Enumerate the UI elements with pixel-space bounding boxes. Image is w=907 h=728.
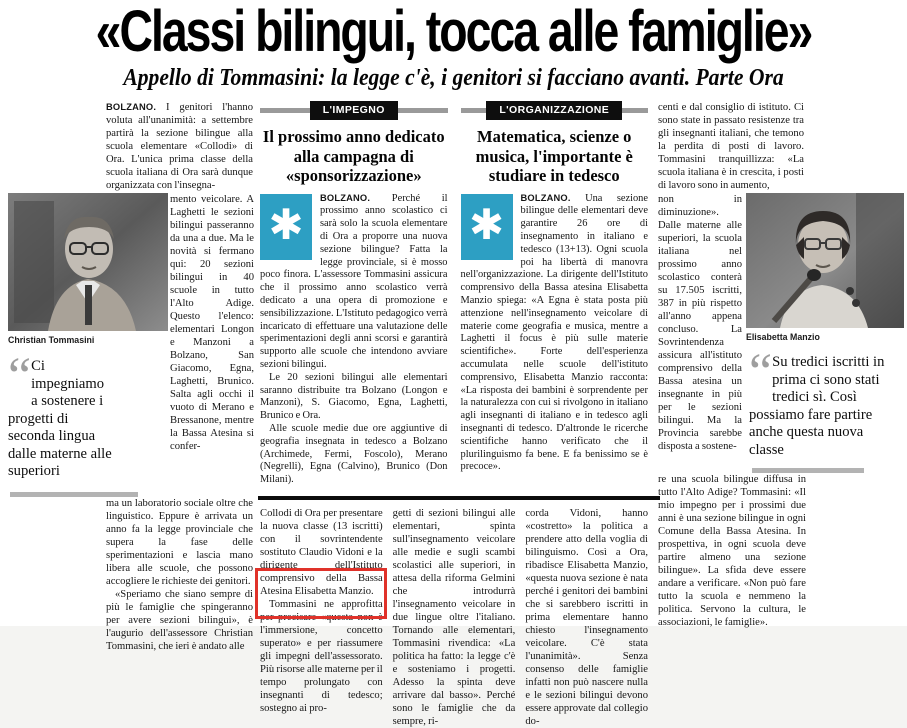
right-pull-quote-text: Su tredici iscritti in prima ci sono stati tredici sì. Così possiamo fare partire anche questa nuova classe: [749, 354, 885, 458]
left-photo-row: [2, 193, 254, 497]
left-divider-bar: [10, 492, 138, 497]
sidebar-boxes: [260, 101, 648, 487]
left-rail: [2, 193, 170, 497]
elisabetta-manzio-photo: [746, 193, 904, 328]
header-rule: [398, 108, 448, 113]
paragraph: «Speriamo che siano sempre di più le famiglie che spingeranno per avere sezioni bilingui», è l'augurio dell'assessore Christian Tommasini, che ieri è andato alle: [106, 588, 253, 652]
paragraph: Una sezione bilingue delle elementari deve garantire 26 ore di insegnamento in italiano e tedesco (13+13). Ogni scuola poi ha libertà di manovra nell'organizzazione. La dirigente dell'Istituto comprensivo della Bassa atesina Elisabetta Manzio spiega: «A Egna è stata posta più attenzione nell'insegnamento veicolare di materie come geografia e musica, mentre a Laghetti il focus è più sulle materie scientifiche». Forte dell'esperienza accumulata nelle scuole dell'istituto comprensivo, Elisabetta Manzio racconta: «La risposta dei bambini è sorprendente per la naturalezza con cui si rivolgono in italiano agli insegnanti di italiano e in tedesco agli insegnanti di tedesco. D'altronde le ricerche scientifiche hanno verificato che il plurilinguismo fa bene. E fa benissimo se è precoce».: [460, 192, 648, 473]
box-organizzazione: [461, 101, 649, 487]
paragraph: Perché il prossimo anno scolastico ci sarà solo la scuola elementare di Ora a proporre una nuova sezione bilingue? Fatta la legge provinciale, si è mosso poco finora. L'assessore Tommasini assicura che il prossimo anno scolastico verrà dedicato a una opera di promozione e sensibilizzazione. L'Istituto pedagogico verrà incaricato di effettuare una valutazione delle sperimentazioni degli anni scorsi e garantirà supporto alle scuole che intendono avviare sezioni bilingui.: [260, 192, 448, 371]
article-headline: «Classi bilingui, tocca alle famiglie»: [95, 0, 812, 64]
box-organizzazione-header: [461, 101, 649, 120]
paragraph: Alle scuole medie due ore aggiuntive di geografia insegnata in tedesco a Bolzano (Archimede, Fermi, Foscolo), Merano (Negrelli), Egna (Calvino), Brunico (Don Milani).: [260, 423, 448, 486]
article-subheadline: Appello di Tommasini: la legge c'è, i genitori si facciano avanti. Parte Ora: [123, 65, 784, 92]
middle-region: [254, 101, 655, 728]
paragraph: centi e dal consiglio di istituto. Ci sono state in passato resistenze tra gli insegnanti italiani, che temono la perdita di posti di lavoro. Tommasini tranquillizza: «La scuola italiana è in crescita, i posti di lavoro sono in aumento,: [658, 102, 804, 192]
paragraph: ma un laboratorio sociale oltre che linguistico. Eppure è arrivata un anno fa la legge provinciale che supera la fase delle sperimentazioni e lascia mano libera alle scuole, che possono accogliere le richieste dei genitori.: [106, 497, 253, 587]
bottom-column-1: [260, 507, 383, 728]
paragraph: corda Vidoni, hanno «costretto» la politica a prendere atto della voglia di bilinguismo. Così a Ora, ribadisce Elisabetta Manzio, «questa nuova sezione è nata perché i genitori dei bambini che si sarebbero iscritti in prima elementare hanno chiesto l'insegnamento veicolare. C'è stata l'unanimità». Senza consenso delle famiglie infatti non può nascere nulla e le sezioni bilingui devono essere approvate dal collegio do-: [525, 507, 649, 727]
quote-icon: “: [749, 344, 769, 402]
wrap-paragraph: [170, 193, 254, 497]
quote-icon: “: [8, 348, 28, 406]
dateline: BOLZANO.: [520, 192, 571, 203]
article-body: [0, 101, 907, 728]
christian-tommasini-photo: [8, 193, 168, 331]
right-paragraph: [658, 101, 804, 192]
asterisk-icon: ✱: [268, 199, 304, 249]
header-rule: [260, 108, 310, 113]
asterisk-icon: ✱: [468, 199, 505, 249]
left-pull-quote: [8, 348, 114, 481]
left-region: [2, 101, 254, 728]
paragraph: Le 20 sezioni bilingui alle elementari saranno distribuite tra Bolzano (Longon e Manzoni), S. Giacomo, Egna, Laghetti, Brunico e Ora.: [260, 371, 448, 422]
box-impegno-title: Il prossimo anno dedicato alla campagna di «sponsorizzazione»: [262, 127, 445, 186]
box-organizzazione-label: L'ORGANIZZAZIONE: [486, 101, 622, 120]
paragraph: Collodi di Ora per presentare la nuova classe (13 iscritti) con il sovrintendente sostituto Claudio Vidoni e la dirigente dell'Istituto comprensivo della Bassa Atesina Elisabetta Manzio.: [260, 507, 383, 597]
right-photo-row: [658, 193, 905, 473]
paragraph: re una scuola bilingue diffusa in tutto l'Alto Adige? Tommasini: «Il mio impegno per i prossimi due anni è una sezione bilingue in ogni Comune della Bassa Atesina. In prospettiva, in ogni scuola deve partire almeno una sezione bilingue». La sfida deve essere andare a verificare. «Non può fare tutto la scuola e nemmeno la politica. Servono la cultura, le associazioni, le famiglie».: [658, 474, 806, 629]
bottom-column-3: [525, 507, 648, 728]
lead-text: I genitori l'hanno voluta all'unanimità: a settembre partirà la sezione bilingue alla scuola elementare «Collodi» di Ora. L'unica prima classe della scuola italiana di Ora sarà dunque organizzata con l'insegna-: [106, 102, 253, 192]
left-pull-quote-text: Ci impegniamo a sostenere i progetti di seconda lingua dalle materne alle superiori: [8, 358, 112, 480]
asterisk-badge: [461, 194, 513, 260]
paragraph: Tommasini ne approfitta per precisare «questa non è l'immersione, concetto superato» e per riassumere gli impegni dell'assessorato. Più risorse alle materne per il tempo prolungato con insegnanti di tedesco; sostegno ai pro-: [260, 598, 383, 714]
header-rule: [622, 108, 648, 113]
header-rule: [461, 108, 487, 113]
right-continuation: [658, 473, 806, 629]
box-organizzazione-title: Matematica, scienze o musica, l'importante è studiare in tedesco: [475, 127, 633, 186]
box-impegno: [260, 101, 448, 487]
wrap-paragraph: [658, 193, 742, 473]
bottom-column-2: [393, 507, 516, 728]
right-pull-quote: [749, 344, 901, 459]
wrap-text: non in diminuzione». Dalle materne alle superiori, la scuola italiana nel prossimo anno scolastico conterà su 17.505 iscritti, 387 in più rispetto all'anno appena concluso. La Sovrintendenza assicura all'istituto comprensivo della Bassa atesina un insegnante in più per le sezioni bilingui. Ma la Provincia sarebbe disposta a sostene-: [658, 194, 742, 453]
asterisk-badge: [260, 194, 312, 260]
left-continuation: [106, 497, 253, 653]
left-photo-caption: Christian Tommasini: [8, 335, 95, 346]
right-photo-caption: Elisabetta Manzio: [746, 332, 820, 343]
section-divider: [258, 496, 660, 500]
bottom-columns: [260, 507, 648, 728]
wrap-text: mento veicolare. A Laghetti le sezioni bilingui passeranno da una a due. Ma le novità si fermano qui: 20 sezioni bilingui in 40 scuole in tutto l'Alto Adige. Questo l'elenco: elementari Longon e Manzoni a Bolzano, San Giacomo, Egna, Laghetti, Brunico. Salta agli occhi il vuoto di Merano e Bressanone, mentre la Bassa Atesina si confer-: [170, 194, 254, 453]
dateline: BOLZANO.: [320, 192, 371, 203]
paragraph: getti di sezioni bilingui alle elementari, spinta sull'insegnamento veicolare alle medie e sugli scambi scolastici alle superiori, in attesa della riforma Gelmini che introdurrà l'insegnamento veicolare in due lingue oltre l'italiano. Tornando alle elementari, Tommasini rivendica: «La politica ha fatto: la legge c'è e sosteniamo i progetti. Adesso la spinta deve arrivare dal basso». Perché sono le famiglie che da sempre, ri-: [392, 507, 516, 727]
dateline: BOLZANO.: [106, 102, 157, 113]
lead-paragraph: [106, 101, 253, 192]
right-region: [655, 101, 905, 728]
right-rail: [742, 193, 905, 473]
box-organizzazione-body: [461, 192, 649, 475]
box-impegno-header: [260, 101, 448, 120]
box-impegno-label: L'IMPEGNO: [310, 101, 398, 120]
box-impegno-body: [260, 192, 448, 487]
